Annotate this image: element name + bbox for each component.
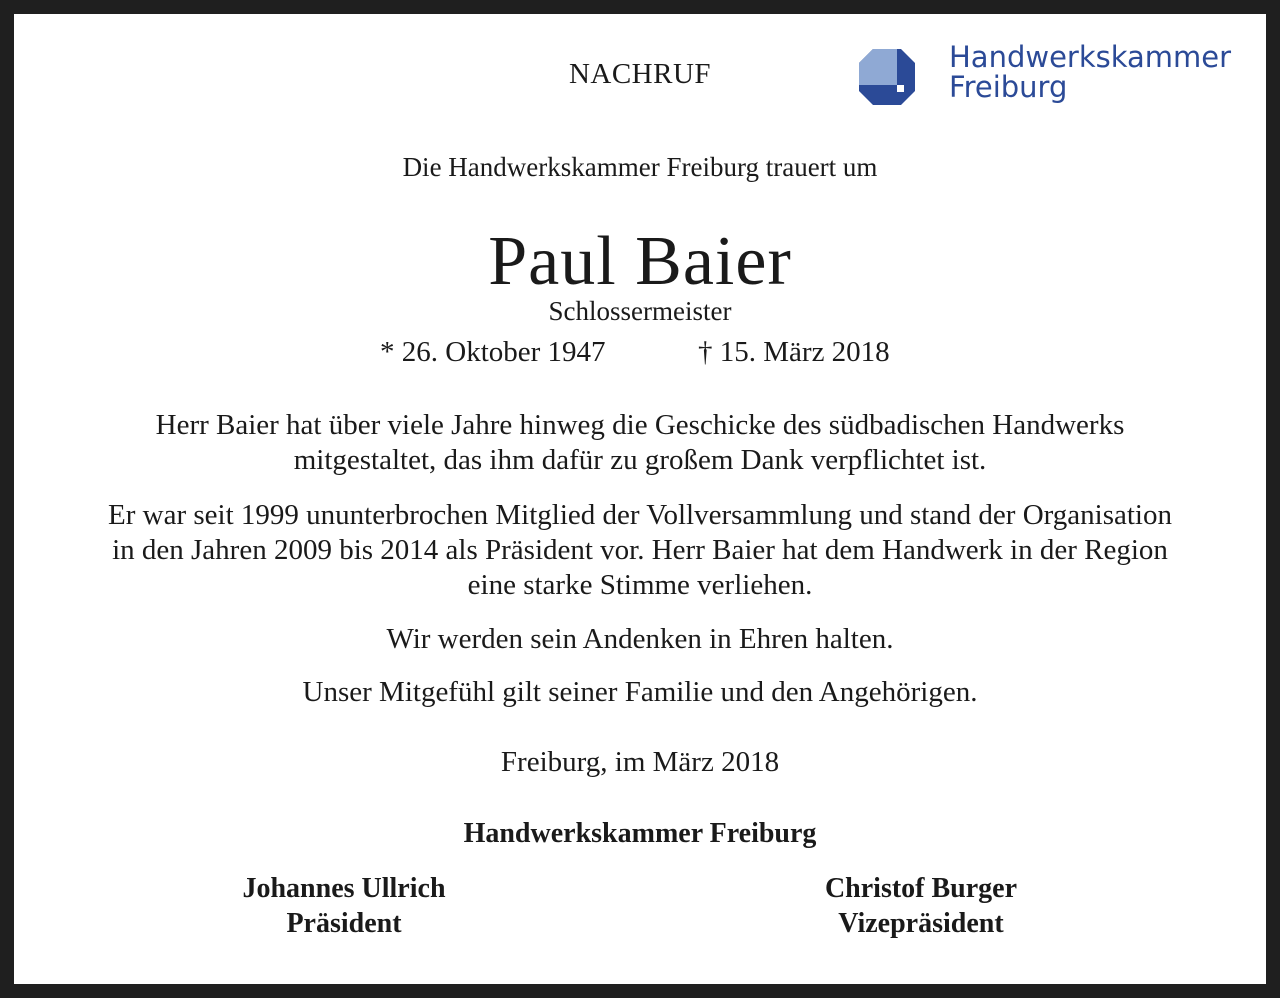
- signatory-title: Vizepräsident: [838, 908, 1004, 939]
- deceased-name: Paul Baier: [488, 223, 792, 300]
- paragraph-condolence: [14, 675, 1266, 710]
- paragraph-remembrance: [14, 622, 1266, 657]
- logo-wordmark: [949, 42, 1231, 102]
- organization-name: Handwerkskammer Freiburg: [463, 818, 817, 849]
- signatory-president: [184, 871, 504, 941]
- text-line: mitgestaltet, das ihm dafür zu großem Dank verpflichtet ist.: [293, 444, 987, 476]
- text-line: Herr Baier hat über viele Jahre hinweg die Geschicke des südbadischen Handwerks: [155, 409, 1125, 441]
- signatory-vice-president: [761, 871, 1081, 941]
- handwerkskammer-logo-icon: [855, 45, 919, 109]
- obituary-notice: [14, 14, 1266, 984]
- signatory-name: Johannes Ullrich: [242, 873, 446, 904]
- logo-line-2: Freiburg: [949, 70, 1068, 104]
- text-line: Er war seit 1999 ununterbrochen Mitglied der Vollversammlung und stand der Organisation: [108, 499, 1172, 531]
- birth-date: * 26. Oktober 1947: [380, 336, 606, 368]
- signatory-title: Präsident: [286, 908, 402, 939]
- signatory-name: Christof Burger: [824, 873, 1018, 904]
- text-line: Unser Mitgefühl gilt seiner Familie und den Angehörigen.: [302, 676, 978, 708]
- text-line: in den Jahren 2009 bis 2014 als Präsident vor. Herr Baier hat dem Handwerk in der Region: [112, 534, 1168, 566]
- paragraph-tribute: [14, 408, 1266, 478]
- intro-line: Die Handwerkskammer Freiburg trauert um: [402, 152, 878, 182]
- place-date: Freiburg, im März 2018: [500, 746, 780, 778]
- notice-heading: NACHRUF: [568, 58, 712, 90]
- text-line: Wir werden sein Andenken in Ehren halten.: [386, 623, 894, 655]
- profession: Schlossermeister: [548, 296, 732, 326]
- text-line: eine starke Stimme verliehen.: [467, 569, 813, 601]
- death-date: † 15. März 2018: [698, 336, 890, 368]
- logo-line-1: Handwerkskammer: [949, 40, 1232, 74]
- paragraph-career: [14, 498, 1266, 603]
